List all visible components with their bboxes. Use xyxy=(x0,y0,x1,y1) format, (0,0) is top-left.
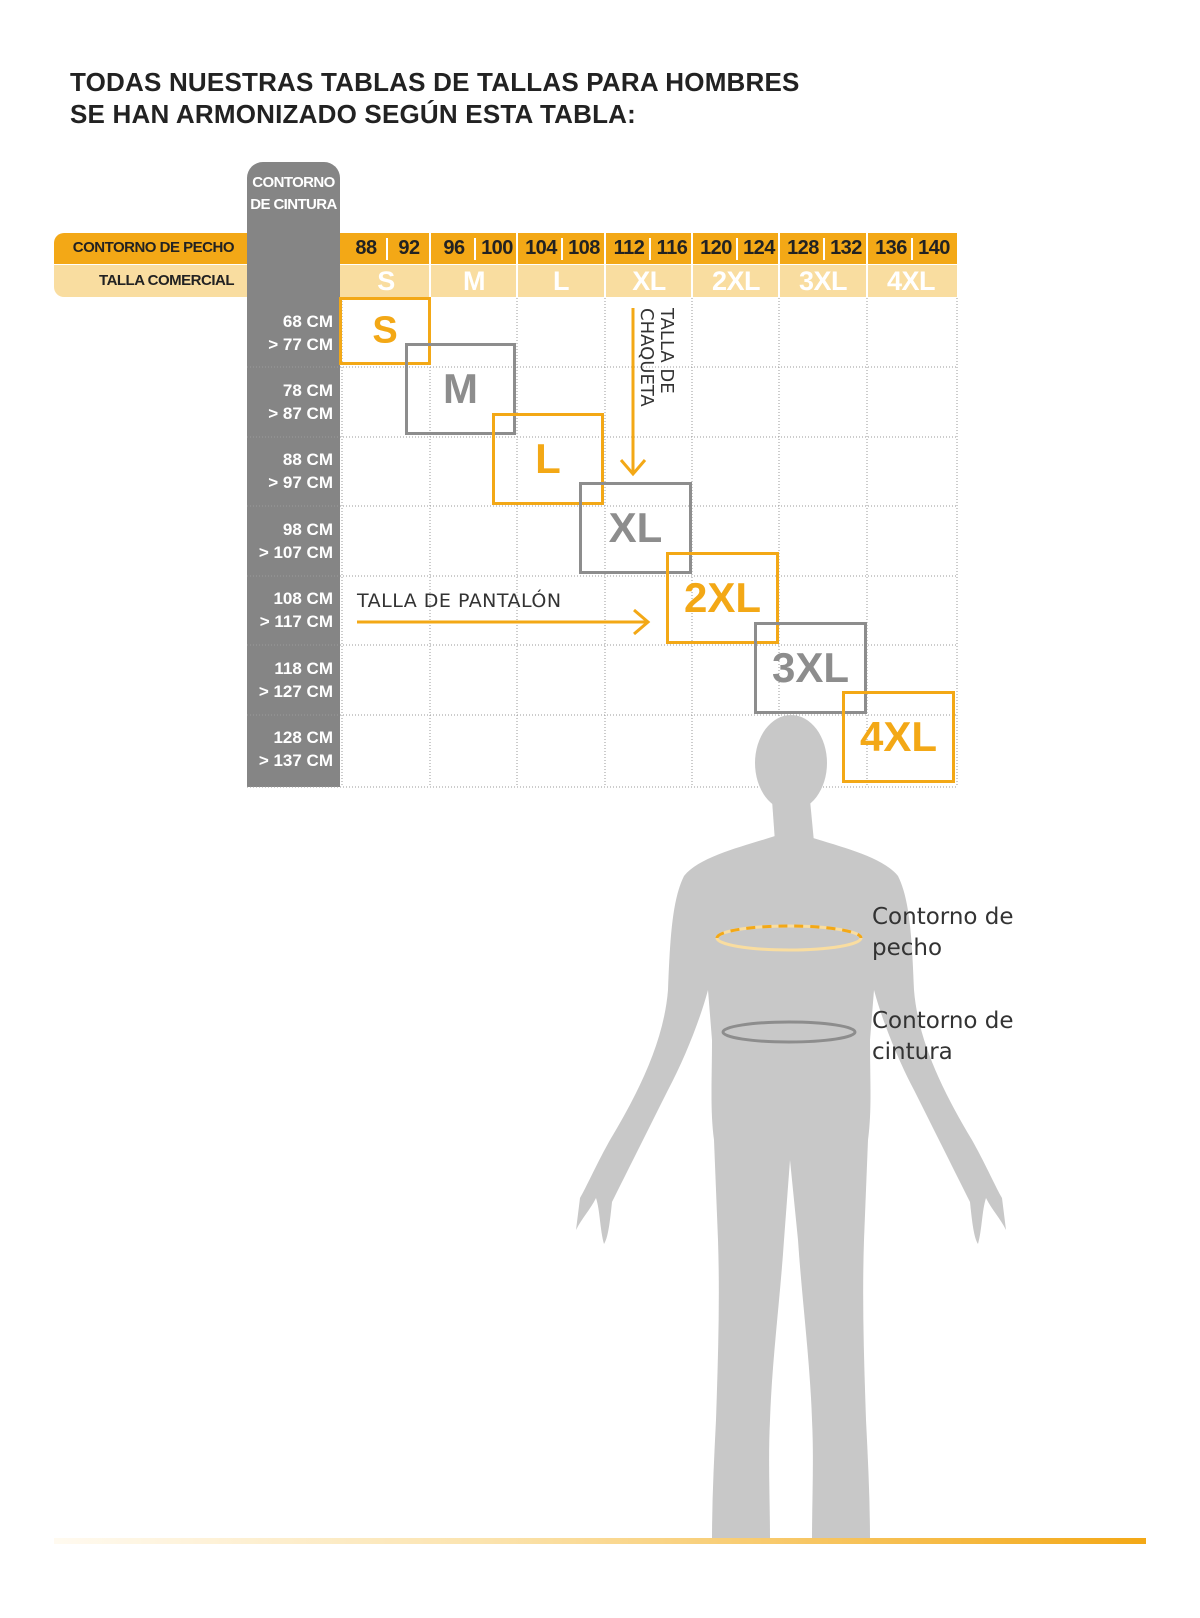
footer-divider xyxy=(54,1538,1146,1544)
size-box-label: XL xyxy=(608,504,663,551)
waist-header-line-2: DE CINTURA xyxy=(250,196,337,213)
chest-value: 108 xyxy=(568,237,600,259)
legend-waist xyxy=(872,1006,1014,1068)
chest-value: 92 xyxy=(398,237,420,259)
waist-to: > 117 CM xyxy=(259,612,333,631)
legend-waist-line-2: cintura xyxy=(872,1039,953,1065)
chest-value: 128 xyxy=(787,237,819,259)
waist-to: > 87 CM xyxy=(268,404,333,423)
legend-chest-line-2: pecho xyxy=(872,935,943,961)
chest-value: 100 xyxy=(481,237,513,259)
title-line-1: TODAS NUESTRAS TABLAS DE TALLAS PARA HOMBRES xyxy=(70,67,800,97)
waist-to: > 107 CM xyxy=(258,543,333,562)
waist-row-6 xyxy=(247,657,333,703)
chest-label: CONTORNO DE PECHO xyxy=(72,239,234,256)
size-header: L xyxy=(553,266,569,296)
chest-value: 124 xyxy=(743,237,775,259)
jacket-label-line-1: TALLA DE xyxy=(656,308,677,394)
waist-to: > 97 CM xyxy=(268,473,333,492)
waist-to: > 127 CM xyxy=(258,682,333,701)
size-box-label: M xyxy=(443,365,478,412)
size-header: 2XL xyxy=(711,266,761,296)
waist-from: 78 CM xyxy=(282,381,333,400)
size-header: S xyxy=(377,266,395,296)
chest-value: 132 xyxy=(830,237,862,259)
size-box-label: S xyxy=(372,309,398,352)
size-box-4xl xyxy=(842,691,955,783)
waist-row-4 xyxy=(247,518,333,564)
waist-from: 128 CM xyxy=(273,728,333,747)
size-box-label: 2XL xyxy=(683,574,762,621)
waist-from: 68 CM xyxy=(282,312,333,331)
size-header: XL xyxy=(632,266,666,296)
legend-chest xyxy=(872,902,1014,964)
chest-value: 112 xyxy=(613,237,645,259)
waist-from: 108 CM xyxy=(273,589,333,608)
legend-chest-line-1: Contorno de xyxy=(872,904,1014,930)
chest-value: 96 xyxy=(443,237,465,259)
chest-value: 140 xyxy=(918,237,950,259)
jacket-label-line-2: CHAQUETA xyxy=(636,308,657,407)
pants-arrow xyxy=(357,610,648,634)
chest-value: 88 xyxy=(355,237,377,259)
size-box-label: L xyxy=(535,435,561,482)
jacket-size-label xyxy=(636,308,676,407)
chest-value: 120 xyxy=(700,237,732,259)
chest-value: 116 xyxy=(656,237,688,259)
body-figure xyxy=(576,715,1006,1540)
waist-row-7 xyxy=(247,726,333,772)
waist-from: 98 CM xyxy=(282,520,333,539)
waist-from: 88 CM xyxy=(282,450,333,469)
waist-to: > 137 CM xyxy=(258,751,333,770)
chest-value: 104 xyxy=(525,237,557,259)
size-header: 3XL xyxy=(798,266,848,296)
size-label: TALLA COMERCIAL xyxy=(99,272,234,289)
waist-row-1 xyxy=(247,310,333,356)
legend-waist-line-1: Contorno de xyxy=(872,1008,1014,1034)
waist-header-line-1: CONTORNO xyxy=(252,174,335,191)
pants-size-label: TALLA DE PANTALÓN xyxy=(357,590,562,612)
chest-value: 136 xyxy=(875,237,907,259)
size-header: M xyxy=(463,266,485,296)
size-box-label: 4XL xyxy=(859,713,938,760)
size-box-label: 3XL xyxy=(771,644,850,691)
waist-to: > 77 CM xyxy=(268,335,333,354)
title-line-2: SE HAN ARMONIZADO SEGÚN ESTA TABLA: xyxy=(70,99,636,129)
waist-row-5 xyxy=(247,587,333,633)
waist-row-3 xyxy=(247,448,333,494)
size-header: 4XL xyxy=(886,266,936,296)
waist-row-2 xyxy=(247,379,333,425)
waist-from: 118 CM xyxy=(274,659,333,678)
